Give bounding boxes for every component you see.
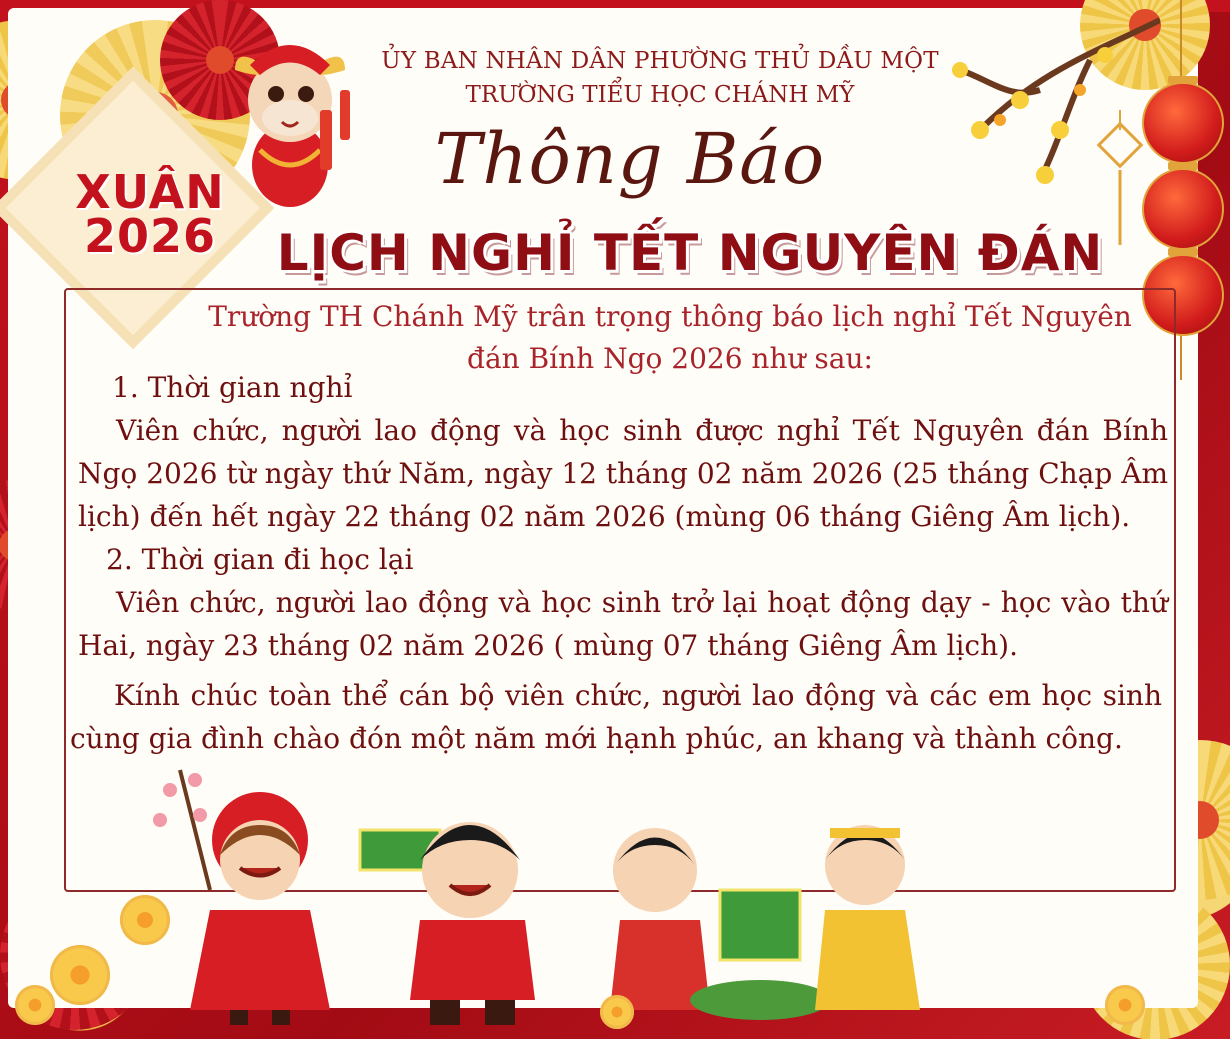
apricot-flower-icon bbox=[15, 985, 55, 1025]
intro-text: Trường TH Chánh Mỹ trân trọng thông báo lịch nghỉ Tết Nguyên đán Bính Ngọ 2026 như sau: bbox=[208, 300, 1132, 375]
xuan-badge bbox=[60, 165, 240, 263]
badge-year: 2026 bbox=[83, 209, 217, 263]
boy-with-banh-chung-icon bbox=[350, 800, 570, 1030]
apricot-flower-icon bbox=[600, 995, 634, 1029]
buffalo-mascot-icon bbox=[220, 30, 360, 210]
script-title: Thông Báo bbox=[434, 118, 826, 200]
section-1-heading: 1. Thời gian nghỉ bbox=[112, 371, 353, 404]
lantern-icon bbox=[1142, 82, 1224, 164]
section-2-heading: 2. Thời gian đi học lại bbox=[106, 543, 414, 576]
girl-with-blossom-icon bbox=[140, 760, 380, 1030]
header-line-2: TRƯỜNG TIỂU HỌC CHÁNH MỸ bbox=[465, 82, 855, 108]
apricot-flower-icon bbox=[1105, 985, 1145, 1025]
badge-word: XUÂN bbox=[75, 165, 225, 219]
main-title: LỊCH NGHỈ TẾT NGUYÊN ĐÁN bbox=[276, 224, 1104, 282]
closing-text: Kính chúc toàn thể cán bộ viên chức, người lao động và các em học sinh cùng gia đình chào đón một năm mới hạnh phúc, an khang và thành công. bbox=[70, 679, 1162, 755]
lantern-icon bbox=[1142, 168, 1224, 250]
apricot-flower-icon bbox=[120, 895, 170, 945]
apricot-flower-icon bbox=[50, 945, 110, 1005]
section-2-body: Viên chức, người lao động và học sinh trở lại hoạt động dạy - học vào thứ Hai, ngày 23 tháng 02 năm 2026 ( mùng 07 tháng Giêng Âm lịch). bbox=[78, 586, 1168, 662]
children-wrapping-banh-chung-icon bbox=[580, 810, 940, 1030]
header-line-1: ỦY BAN NHÂN DÂN PHƯỜNG THỦ DẦU MỘT bbox=[381, 48, 939, 74]
section-1-body: Viên chức, người lao động và học sinh được nghỉ Tết Nguyên đán Bính Ngọ 2026 từ ngày thứ Năm, ngày 12 tháng 02 năm 2026 (25 tháng Chạp Âm lịch) đến hết ngày 22 tháng 02 năm 2026 (mùng 06 tháng Giêng Âm lịch). bbox=[78, 414, 1168, 533]
